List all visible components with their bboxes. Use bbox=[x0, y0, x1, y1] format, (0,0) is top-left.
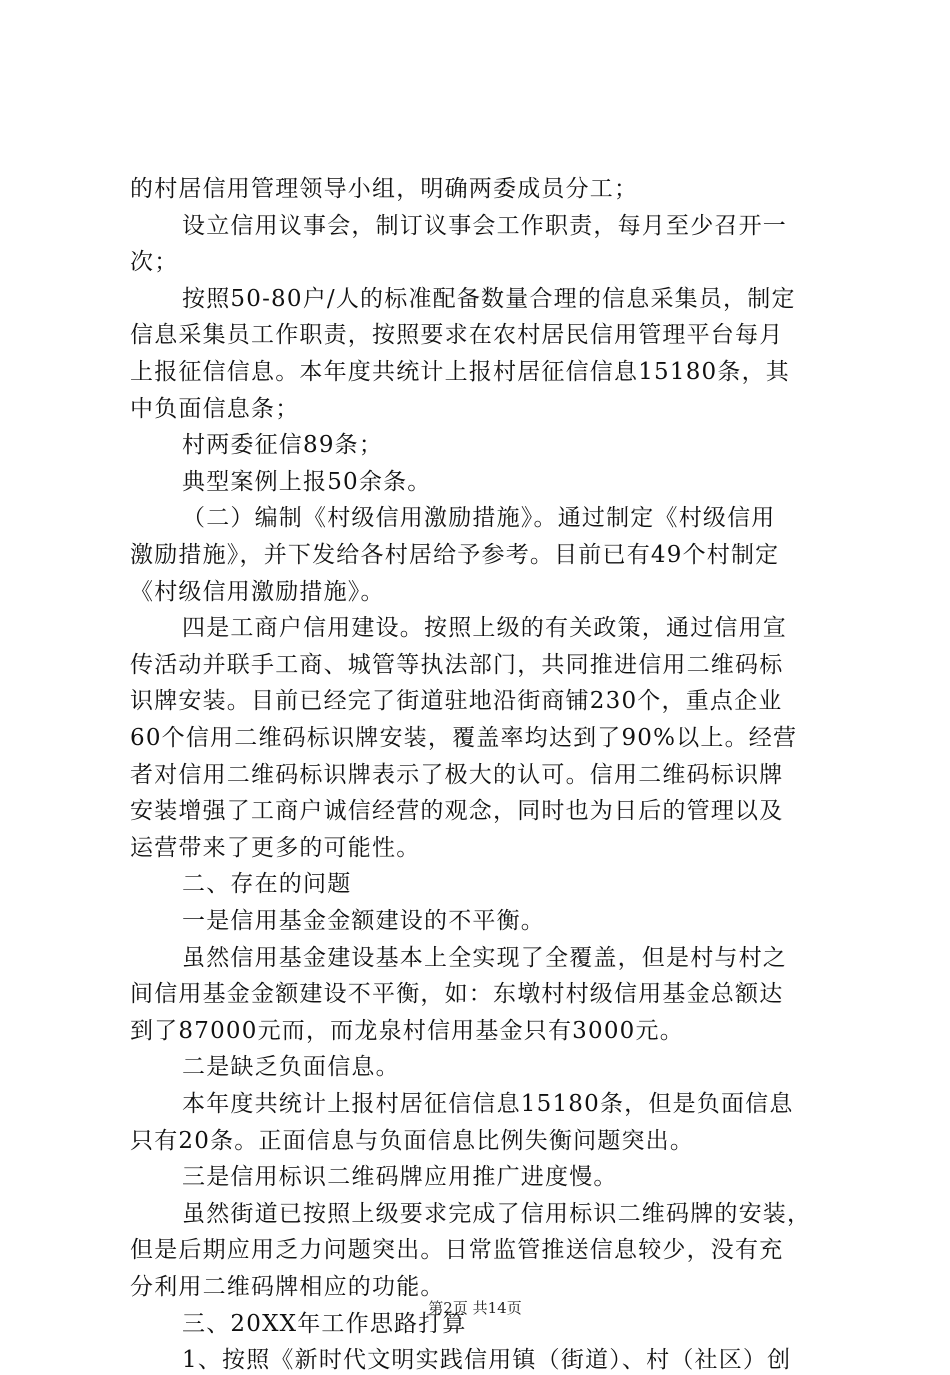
text-line: 次； bbox=[130, 249, 179, 276]
text-line: 识牌安装。目前已经完了街道驻地沿街商铺230个，重点企业 bbox=[130, 688, 783, 715]
text-line: （二）编制《村级信用激励措施》。通过制定《村级信用 bbox=[182, 505, 776, 532]
text-line: 三、20XX年工作思路打算 bbox=[182, 1310, 467, 1337]
text-line: 1、按照《新时代文明实践信用镇（街道）、村（社区）创 bbox=[182, 1347, 792, 1374]
page-footer bbox=[0, 1298, 950, 1318]
text-line: 只有20条。正面信息与负面信息比例失衡问题突出。 bbox=[130, 1127, 695, 1154]
page-number-label: 第2页 共14页 bbox=[428, 1299, 522, 1317]
text-line: 四是工商户信用建设。按照上级的有关政策，通过信用宣 bbox=[182, 615, 787, 642]
text-line: 运营带来了更多的可能性。 bbox=[130, 834, 421, 861]
text-line: 三是信用标识二维码牌应用推广进度慢。 bbox=[182, 1164, 618, 1191]
text-line: 《村级信用激励措施》。 bbox=[130, 578, 385, 605]
text-line: 但是后期应用乏力问题突出。日常监管推送信息较少，没有充 bbox=[130, 1237, 784, 1264]
text-line: 二、存在的问题 bbox=[182, 871, 352, 898]
text-line: 安装增强了工商户诚信经营的观念，同时也为日后的管理以及 bbox=[130, 798, 784, 825]
text-line: 激励措施》，并下发给各村居给予参考。目前已有49个村制定 bbox=[130, 542, 780, 568]
text-line: 上报征信信息。本年度共统计上报村居征信信息15180条，其 bbox=[130, 359, 790, 385]
text-line: 虽然街道已按照上级要求完成了信用标识二维码牌的安装， bbox=[182, 1200, 812, 1227]
text-line: 一是信用基金金额建设的不平衡。 bbox=[182, 908, 545, 934]
text-line: 的村居信用管理领导小组，明确两委成员分工； bbox=[130, 176, 639, 202]
text-line: 二是缺乏负面信息。 bbox=[182, 1054, 400, 1081]
text-line: 中负面信息条； bbox=[130, 395, 300, 422]
text-line: 按照50-80户/人的标准配备数量合理的信息采集员，制定 bbox=[182, 285, 796, 312]
text-line: 信息采集员工作职责，按照要求在农村居民信用管理平台每月 bbox=[130, 322, 784, 349]
text-line: 到了87000元而，而龙泉村信用基金只有3000元。 bbox=[130, 1017, 684, 1044]
text-line: 分利用二维码牌相应的功能。 bbox=[130, 1274, 445, 1300]
text-line: 传活动并联手工商、城管等执法部门，共同推进信用二维码标 bbox=[130, 651, 784, 678]
text-line: 村两委征信89条； bbox=[182, 432, 384, 459]
text-line: 间信用基金金额建设不平衡，如：东墩村村级信用基金总额达 bbox=[130, 981, 784, 1008]
text-line: 本年度共统计上报村居征信信息15180条，但是负面信息 bbox=[182, 1091, 794, 1117]
text-line: 者对信用二维码标识牌表示了极大的认可。信用二维码标识牌 bbox=[130, 761, 784, 788]
text-line: 60个信用二维码标识牌安装，覆盖率均达到了90%以上。经营 bbox=[130, 725, 798, 751]
text-line: 虽然信用基金建设基本上全实现了全覆盖，但是村与村之 bbox=[182, 944, 787, 971]
text-line: 典型案例上报50余条。 bbox=[182, 468, 432, 495]
text-line: 设立信用议事会，制订议事会工作职责，每月至少召开一 bbox=[182, 212, 787, 239]
